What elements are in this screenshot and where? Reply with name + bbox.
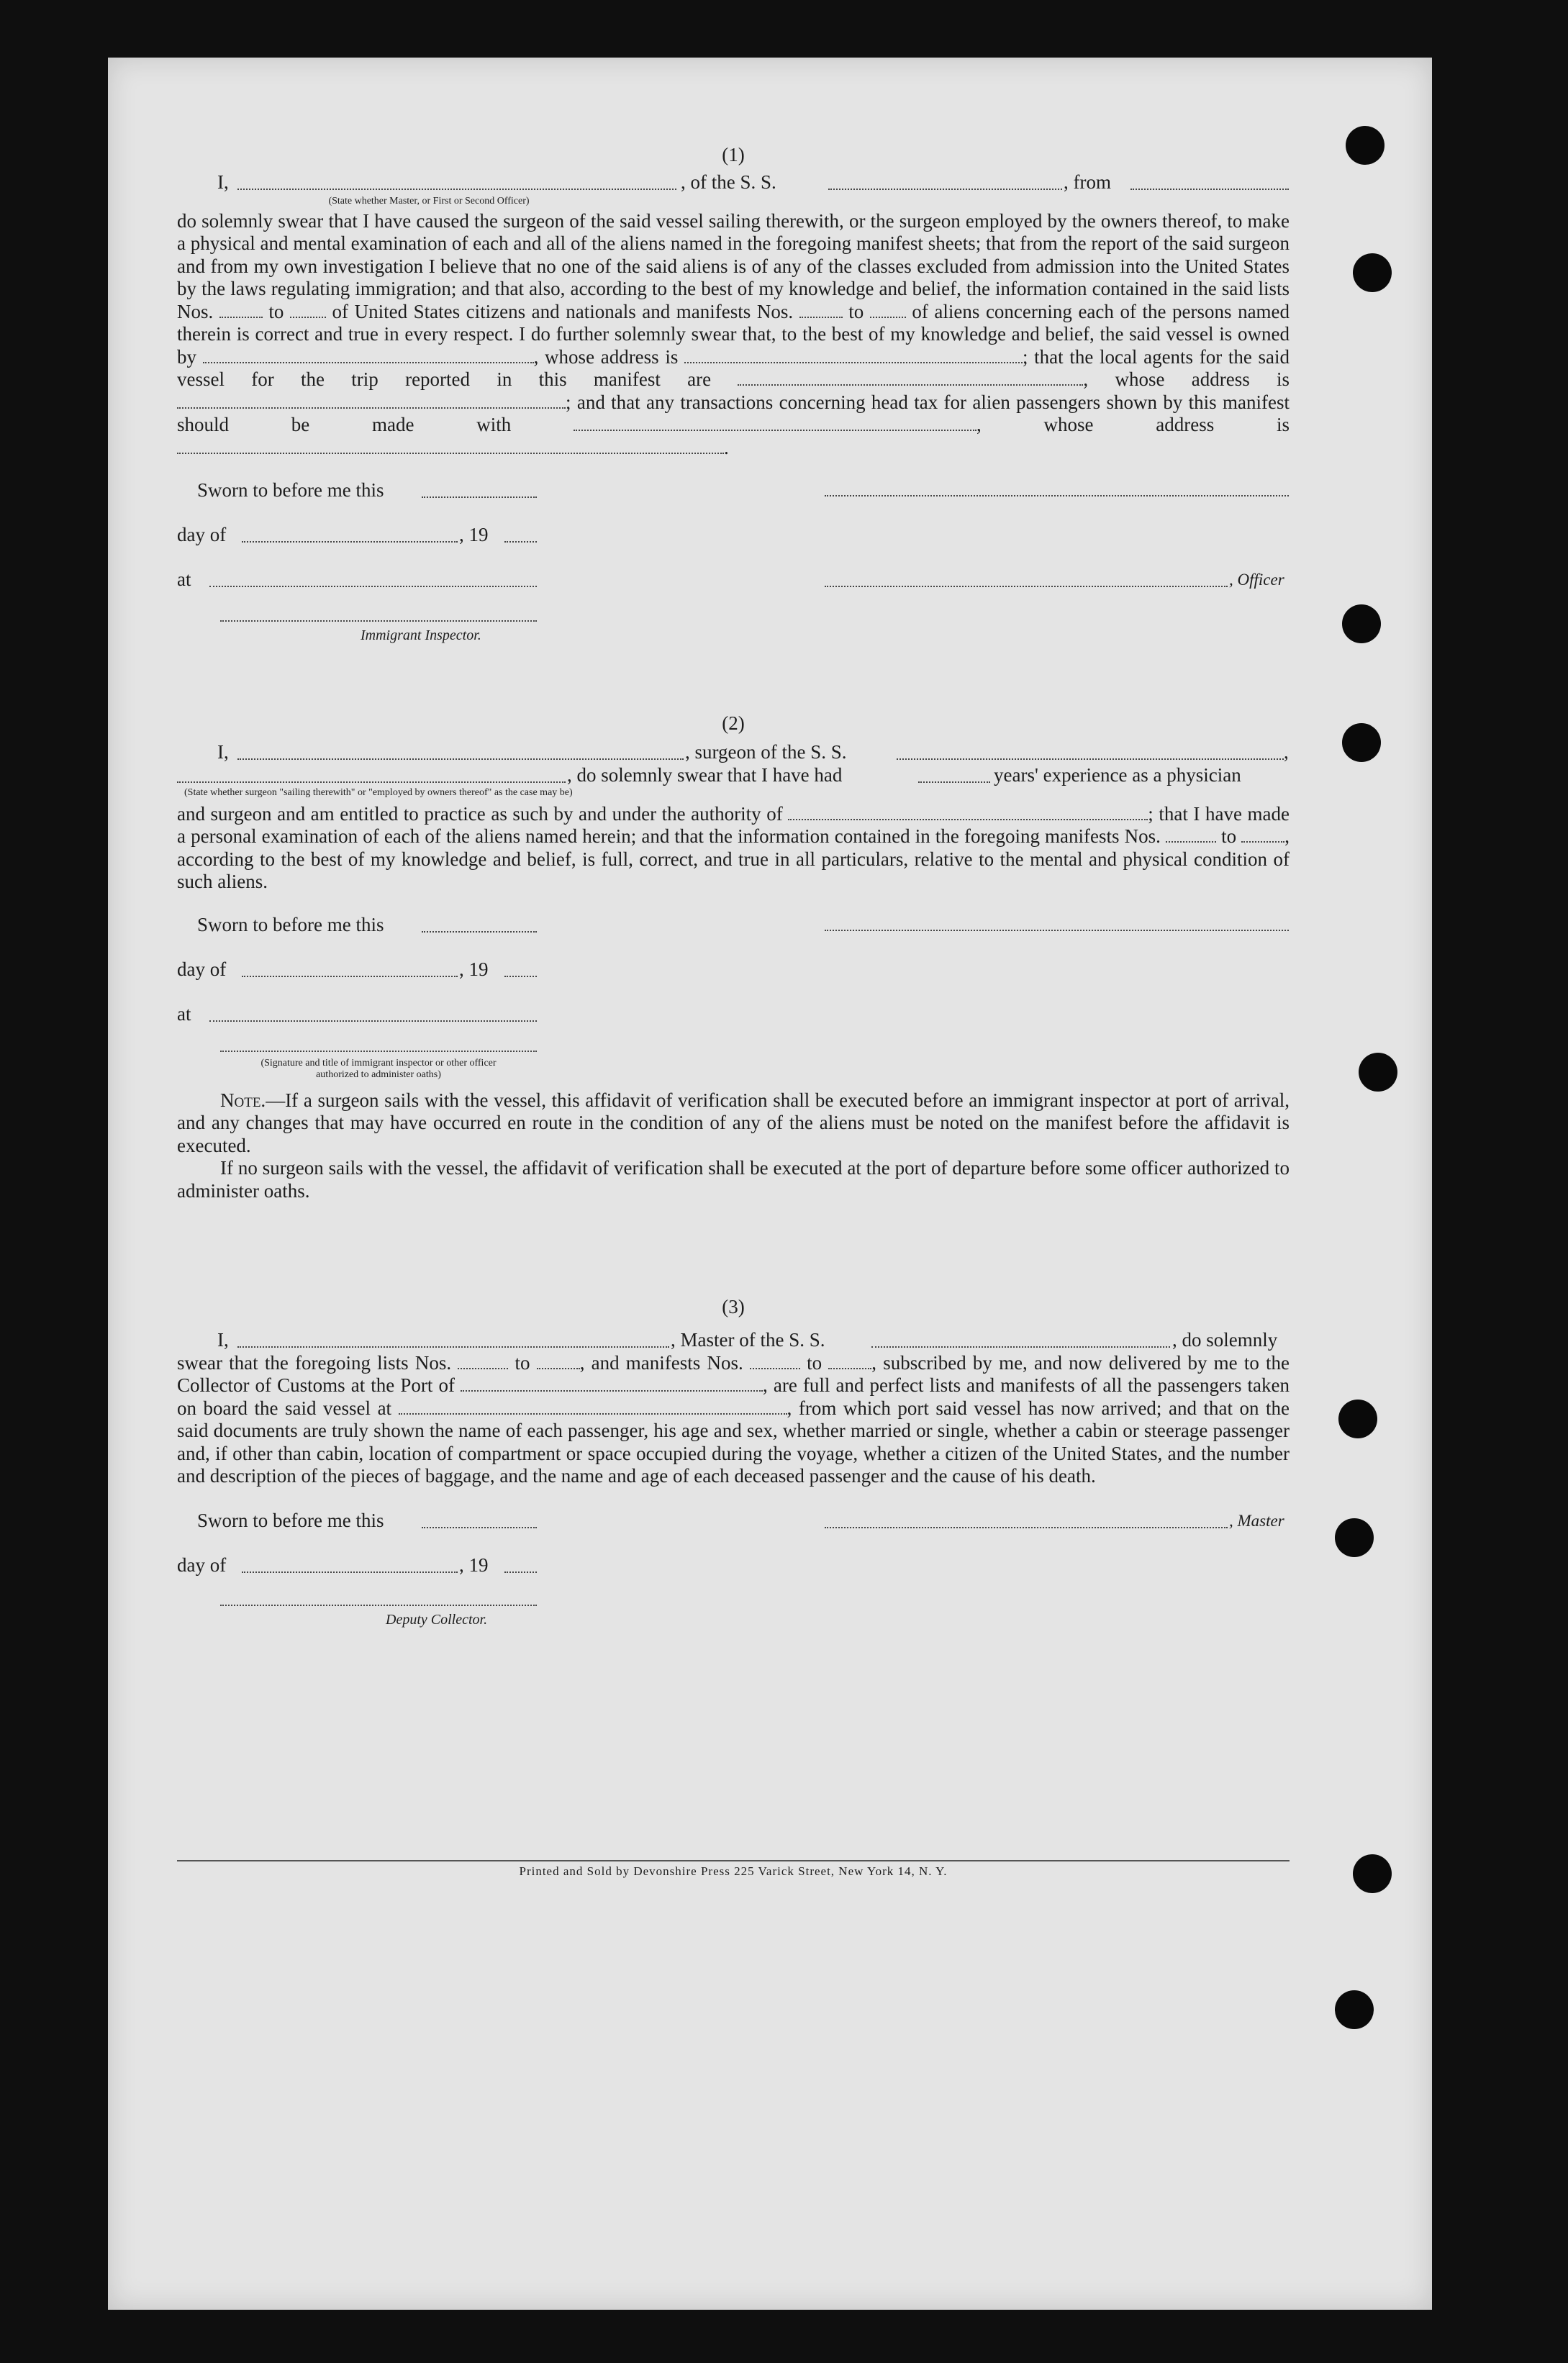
section-1-body2: of United States citizens and nationals and manifests Nos. [332,300,794,322]
manifests-from-blank[interactable] [799,302,843,318]
section-3-day-blank[interactable] [242,1557,458,1573]
note-label: Note. [220,1089,266,1111]
punch-hole [1342,723,1381,762]
section-1-sworn-blank[interactable] [422,482,537,498]
section-1-to-2: to [848,300,864,322]
punch-hole [1335,1518,1374,1557]
section-1-sworn [177,479,1290,663]
section-2-line2b: years' experience as a physician [994,763,1241,786]
section-1-body2b: of aliens concerning each of the persons named therein is correct and true in every respect. I do further solemnly swear that, to the best of my knowledge and belief, the said vessel is owned by [177,300,1290,368]
inspector-signature-line[interactable] [220,620,537,622]
section-1-to: to [268,300,284,322]
punch-hole [1342,604,1381,643]
master-signature-blank[interactable] [825,1512,1228,1528]
surgeon-ship-blank[interactable] [897,744,1284,760]
section-2-body-text: and surgeon and am entitled to practice as such by and under the authority of [177,802,783,825]
section-3-day-of: day of [177,1554,227,1576]
surgeon-name-blank[interactable] [237,744,684,760]
section-1-caption: (State whether Master, or First or Second Officer) [328,195,530,207]
section-2-sworn [177,914,1290,1089]
section-1-ship-blank[interactable] [828,174,1062,190]
inspector-label: Immigrant Inspector. [361,627,481,643]
agents-blank[interactable] [738,370,1083,386]
owner-blank[interactable] [203,348,534,363]
section-3-body-a: swear that the foregoing lists Nos. [177,1351,452,1374]
section-2-body2b: , according to the best of my knowledge and belief, is full, correct, and true in all particulars, relative to the mental and physical condition of such aliens. [177,825,1290,892]
section-2-note [177,1089,1290,1158]
section-3-line1-end: , do solemnly [1172,1328,1278,1351]
section-1-body4b: ; and that any transactions concerning head tax for alien passengers shown by this manifest should be made with [177,391,1290,435]
section-1-from: , from [1064,171,1111,193]
years-blank[interactable] [918,767,990,783]
officer-label: , Officer [1229,571,1284,589]
section-2-at-blank[interactable] [209,1006,537,1022]
section-3-to-2: to [807,1351,822,1374]
section-3-sworn [177,1510,1290,1642]
port-embarked-blank[interactable] [399,1399,787,1415]
section-1-body4c: , whose address is [976,414,1290,435]
head-tax-address-blank[interactable] [177,438,724,454]
section-1-number: (1) [722,144,745,165]
section-3-year-blank[interactable] [504,1557,537,1573]
section-1-year: , 19 [459,524,489,545]
section-2-body: and surgeon and am entitled to practice as such by and under the authority of ; that I have made a personal examination of each of the aliens named herein; and that the information contained in the foregoing manifests Nos. to , according to the best of my knowledge and belief, is full, correct, and true in all particulars, relative to the mental and physical condition of such aliens. [177,802,1290,892]
section-3-sworn-label: Sworn to before me this [197,1509,384,1531]
port-blank[interactable] [461,1376,763,1392]
section-1-body: do solemnly swear that I have caused the surgeon of the said vessel sailing therewith, or the surgeon employed by the owners thereof, to make a physical and mental examination of each and all of the aliens named in the foregoing manifest sheets; that from the report of the said surgeon and from my own investigation I believe that no one of the said aliens is of any of the classes excluded from admission into the United States by the laws regulating immigration; and that also, according to the best of my knowledge and belief, the information contained in the said lists Nos. to of United States citizens and nationals and manifests Nos. to of aliens concerning each of the persons named therein is correct and true in every respect. I do further solemnly swear that, to the best of my knowledge and belief, the said vessel is owned by , whose address is ; that the local agents for the said vessel for the trip reported in this manifest are , whose address is ; and that any transactions concerning head tax for alien passengers shown by this manifest should be made with , whose address is . [177,209,1290,458]
section-2-at: at [177,1002,191,1025]
section-3-body-e: , from which port said vessel has now arrived; and that on the said documents are truly shown the name of each passenger, his age and sex, whether married or single, whether a cabin or steerage passenger and, if other than cabin, location of compartment or space occupied during the voyage, whether a citizen of the United States, and the number and description of the pieces of baggage, and the name and age of each deceased passenger and the cause of his death. [177,1397,1290,1487]
section-1-at: at [177,568,191,590]
section-1-year-blank[interactable] [504,527,537,543]
section-1-name-blank[interactable] [237,174,676,190]
section-2-line1: I, , surgeon of the S. S. , [217,740,1289,763]
section-2-i: I, [217,740,229,763]
master-label: , Master [1229,1511,1284,1530]
section-2-sig-caption: (Signature and title of immigrant inspector or other officer authorized to administer oaths) [260,1057,497,1080]
s2-manifests-to-blank[interactable] [1241,827,1284,843]
punch-hole [1353,253,1392,292]
manifests-to-blank[interactable] [870,302,906,318]
section-1-i: I, [217,171,229,193]
section-1-of-ss: , of the S. S. [681,171,776,193]
section-1-day-of: day of [177,524,227,545]
punch-hole [1346,126,1385,165]
note-text-2: If no surgeon sails with the vessel, the affidavit of verification shall be executed at the port of departure before some officer authorized to administer oaths. [177,1157,1290,1202]
printer-footer: Printed and Sold by Devonshire Press 225 Varick Street, New York 14, N. Y. [177,1860,1290,1879]
section-2-number: (2) [722,712,745,734]
note-text: —If a surgeon sails with the vessel, this affidavit of verification shall be executed before an immigrant inspector at port of arrival, and any changes that may have occurred en route in the condition of any of the aliens must be noted on the manifest before the affidavit is executed. [177,1089,1290,1156]
section-3-body-d: , are full and perfect lists and manifests of all the passengers taken on board the said vessel at [177,1374,1290,1419]
s3-manifests-to-blank[interactable] [828,1353,871,1369]
section-2-line2-text: , do solemnly swear that I have had [567,763,843,786]
section-3-body-c: , subscribed by me, and now delivered by me to the Collector of Customs at the Port of [177,1351,1290,1396]
s2-manifests-from-blank[interactable] [1166,827,1216,843]
surgeon-type-blank[interactable] [177,767,566,783]
s3-lists-to-blank[interactable] [537,1353,580,1369]
section-2-day-blank[interactable] [242,961,458,977]
section-1-from-blank[interactable] [1130,174,1289,190]
punch-hole [1335,1990,1374,2029]
section-3-body [177,1352,1290,1488]
section-3-number: (3) [722,1296,745,1317]
punch-hole [1359,1053,1397,1092]
section-1-whose: , whose address is [533,345,679,368]
head-tax-blank[interactable] [574,415,976,431]
section-2-caption: (State whether surgeon "sailing therewith" or "employed by owners thereof" as the case may be) [184,786,573,798]
master-ship-blank[interactable] [871,1332,1170,1348]
section-2-surgeon-ss: , surgeon of the S. S. [685,740,847,763]
section-1-body3: that the local agents for the said vessel for the trip reported in this manifest are [177,345,1290,390]
section-2-day-of: day of [177,958,227,980]
section-3-line1 [177,1329,1290,1352]
section-1-body4: whose address is [1115,368,1290,390]
master-name-blank[interactable] [237,1332,669,1348]
officer-blank[interactable] [825,571,1228,587]
form-content [177,58,1290,1642]
lists-from-blank[interactable] [219,302,263,318]
s3-lists-from-blank[interactable] [458,1353,508,1369]
officer-signature-line[interactable] [825,495,1289,496]
section-3-master-ss: , Master of the S. S. [671,1328,825,1351]
deputy-signature-line[interactable] [220,1605,537,1606]
lists-to-blank[interactable] [290,302,326,318]
section-1-sworn-label: Sworn to before me this [197,479,384,501]
section-2-sworn-blank[interactable] [422,917,537,933]
section-1-line1 [177,171,1290,196]
s2-inspector-signature-line[interactable] [220,1051,537,1052]
section-3-body-b: , and manifests Nos. [579,1351,743,1374]
section-1-body-text: do solemnly swear that I have caused the surgeon of the said vessel sailing therewith, or the surgeon employed by the owners thereof, to make a physical and mental examination of each and all of the aliens named in the foregoing manifest sheets; that from the report of the said surgeon and from my own investigation I believe that no one of the said aliens is of any of the classes excluded from admission into the United States by the laws regulating immigration; and that also, according to the best of my knowledge and belief, the information contained in the said lists Nos. [177,209,1290,322]
section-1-day-blank[interactable] [242,527,458,543]
surgeon-signature-line[interactable] [825,930,1289,931]
s3-manifests-from-blank[interactable] [750,1353,800,1369]
section-2-year-blank[interactable] [504,961,537,977]
form-page [108,58,1432,2310]
authority-blank[interactable] [788,804,1148,820]
section-3-i: I, [217,1328,229,1351]
deputy-label: Deputy Collector. [386,1611,488,1628]
section-2-body2: that I have made a personal examination of each of the aliens named herein; and that the information contained in the foregoing manifests Nos. [177,802,1290,847]
section-3-to: to [515,1351,530,1374]
section-2-sworn-label: Sworn to before me this [197,913,384,935]
punch-hole [1353,1854,1392,1893]
agents-address-blank[interactable] [177,393,566,409]
section-2-line2 [177,764,1290,787]
section-3-sworn-blank[interactable] [422,1512,537,1528]
owner-address-blank[interactable] [684,348,1023,363]
section-1-at-blank[interactable] [209,571,537,587]
punch-hole [1338,1400,1377,1438]
section-2-to: to [1221,825,1237,847]
section-3-year: , 19 [459,1554,489,1576]
section-2-year: , 19 [459,958,489,980]
